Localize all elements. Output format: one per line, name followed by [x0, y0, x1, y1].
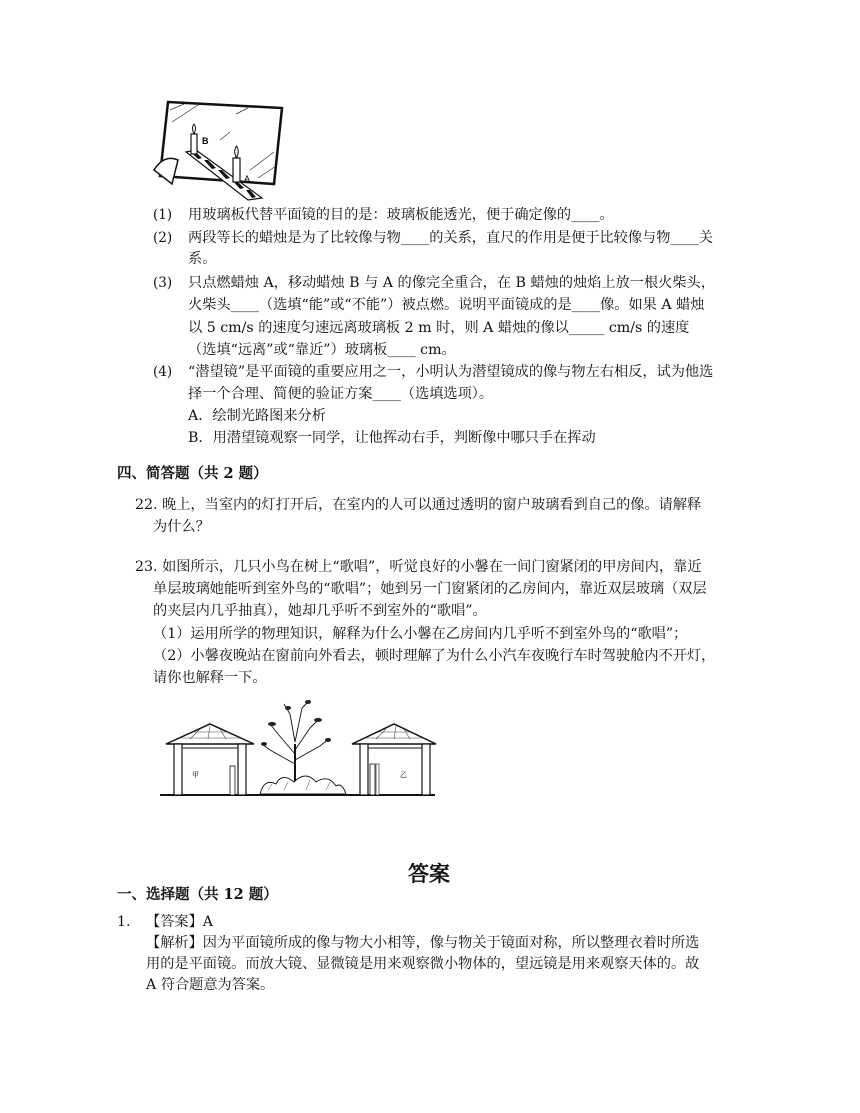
- answer-value: 【答案】A: [146, 914, 213, 930]
- q21-item-num: (1): [153, 207, 173, 223]
- q23-line: 的夹层内几乎抽真），她却几乎听不到室外的“歌唱”。: [153, 603, 487, 619]
- q21-item4-line: 择一个合理、简便的验证方案____（选填选项）。: [188, 386, 494, 402]
- answer-title: 答案: [408, 861, 450, 886]
- q21-item3-line: 只点燃蜡烛 A，移动蜡烛 B 与 A 的像完全重合，在 B 蜡烛的烛焰上放一根火柴头，: [188, 275, 715, 291]
- q21-item2-line: 两段等长的蜡烛是为了比较像与物____的关系，直尺的作用是便于比较像与物____关: [188, 230, 713, 246]
- q22-line: 为什么？: [153, 519, 210, 535]
- section-title: 一、选择题（共 12 题）: [117, 886, 278, 903]
- q21-item1-line: 用玻璃板代替平面镜的目的是：玻璃板能透光，便于确定像的____。: [188, 207, 614, 223]
- q21-item2-line: 系。: [188, 251, 217, 267]
- room-label-left: 甲: [192, 771, 199, 779]
- q21-item3-line: 以 5 cm/s 的速度匀速远离玻璃板 2 m 时，则 A 蜡烛的像以_____ cm/s 的速度: [188, 320, 690, 336]
- q21-option-b: B．用潜望镜观察一同学，让他挥动右手，判断像中哪只手在挥动: [188, 430, 596, 446]
- q23-line: 23. 如图所示，几只小鸟在树上“歌唱”，听觉良好的小馨在一间门窗紧闭的甲房间内，靠近: [135, 559, 702, 575]
- section-title: 四、简答题（共 2 题）: [117, 465, 268, 482]
- candle-label-a: A: [244, 174, 251, 184]
- q22-line: 22. 晚上，当室内的灯打开后，在室内的人可以通过透明的窗户玻璃看到自己的像。请解释: [135, 497, 702, 513]
- answer-number: 1.: [117, 914, 131, 930]
- analysis-line: 【解析】因为平面镜所成的像与物大小相等，像与物关于镜面对称，所以整理衣着时所选: [146, 935, 700, 951]
- q21-item4-line: “潜望镜”是平面镜的重要应用之一，小明认为潜望镜成的像与物左右相反，试为他选: [188, 364, 714, 380]
- q23-line: 请你也解释一下。: [153, 670, 267, 686]
- q23-line: （1）运用所学的物理知识，解释为什么小馨在乙房间内几乎听不到室外鸟的“歌唱”；: [153, 626, 688, 642]
- q21-item-num: (2): [153, 230, 173, 246]
- candle-mirror-figure: [150, 100, 285, 200]
- q21-item3-line: （选填“远离”或“靠近”）玻璃板____ cm。: [188, 342, 456, 358]
- analysis-line: 用的是平面镜。而放大镜、显微镜是用来观察微小物体的，望远镜是用来观察天体的。故: [146, 956, 700, 972]
- q23-line: （2）小馨夜晚站在窗前向外看去，顿时理解了为什么小汽车夜晚行车时驾驶舱内不开灯，: [153, 648, 716, 664]
- q21-item-num: (3): [153, 275, 173, 291]
- room-label-right: 乙: [400, 771, 407, 779]
- q23-line: 单层玻璃她能听到室外鸟的“歌唱”；她到另一门窗紧闭的乙房间内，靠近双层玻璃（双层: [153, 581, 707, 597]
- candle-label-b: B: [202, 136, 209, 146]
- houses-tree-figure: [160, 694, 435, 800]
- q21-item3-line: 火柴头____（选填“能”或“不能”）被点燃。说明平面镜成的是____像。如果 A 蜡烛: [188, 297, 705, 313]
- q21-option-a: A．绘制光路图来分析: [188, 408, 326, 424]
- analysis-line: A 符合题意为答案。: [146, 977, 275, 993]
- q21-item-num: (4): [153, 364, 173, 380]
